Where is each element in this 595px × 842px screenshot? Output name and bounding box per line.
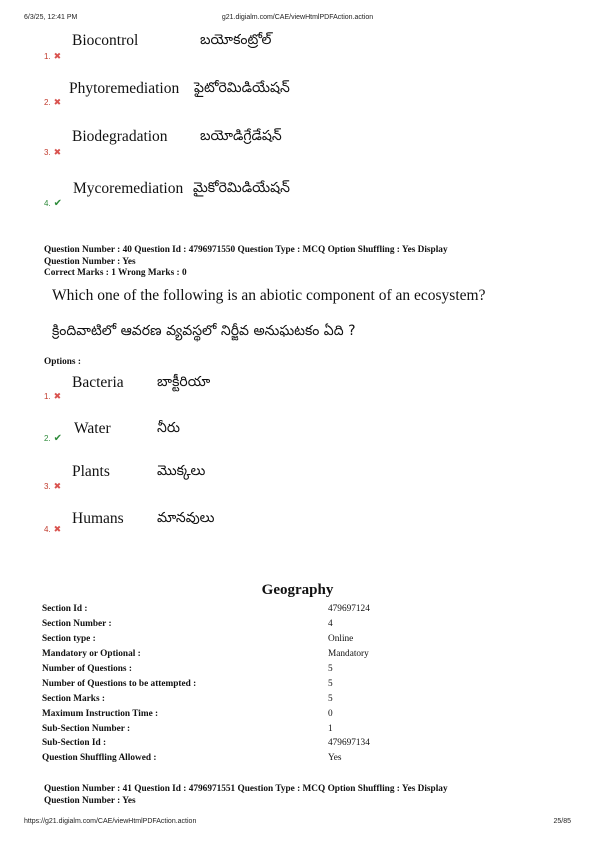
option-text-te: ఫైటోరెమిడియేషన్ bbox=[194, 80, 290, 96]
check-mark-icon: ✔ bbox=[53, 198, 63, 209]
option-row bbox=[44, 374, 544, 414]
table-row: Maximum Instruction Time : 0 bbox=[42, 708, 333, 719]
cross-mark-icon: ✖ bbox=[53, 481, 62, 491]
option-row bbox=[44, 420, 544, 460]
option-text-en: Plants bbox=[72, 463, 110, 480]
option-row bbox=[44, 80, 544, 120]
option-number: 1. ✖ bbox=[44, 51, 62, 61]
table-row: Section type : Online bbox=[42, 634, 354, 645]
table-row: Section Number : 4 bbox=[42, 619, 333, 630]
table-row: Section Id : 479697124 bbox=[42, 604, 370, 615]
cross-mark-icon: ✖ bbox=[53, 51, 62, 61]
options-label: Options : bbox=[44, 357, 81, 367]
option-text-en: Biocontrol bbox=[72, 32, 139, 49]
cross-mark-icon: ✖ bbox=[53, 147, 62, 157]
table-row: Sub-Section Number : 1 bbox=[42, 723, 333, 734]
option-number: 2. ✖ bbox=[44, 97, 62, 107]
footer-url[interactable]: https://g21.digialm.com/CAE/viewHtmlPDFAction.action bbox=[24, 818, 197, 825]
option-row bbox=[44, 32, 544, 72]
table-row: Number of Questions : 5 bbox=[42, 664, 333, 674]
cross-mark-icon: ✖ bbox=[53, 524, 62, 534]
option-number: 3. ✖ bbox=[44, 147, 62, 157]
option-text-te: నీరు bbox=[157, 420, 180, 436]
print-datetime: 6/3/25, 12:41 PM bbox=[24, 14, 78, 21]
check-mark-icon: ✔ bbox=[53, 433, 63, 444]
option-text-en: Mycoremediation bbox=[73, 180, 184, 197]
cross-mark-icon: ✖ bbox=[53, 97, 62, 107]
print-title: g21.digialm.com/CAE/viewHtmlPDFAction.action bbox=[221, 14, 374, 21]
option-text-en: Bacteria bbox=[72, 374, 124, 391]
question-meta: Question Number : 40 Question Id : 4796971550 Question Type : MCQ Option Shuffling : Yes Display Question Number : Yes Correct Marks : 1 Wrong Marks : 0 bbox=[44, 245, 448, 278]
option-text-en: Biodegradation bbox=[72, 128, 168, 145]
table-row: Sub-Section Id : 479697134 bbox=[42, 738, 370, 749]
option-text-te: మొక్కలు bbox=[157, 463, 206, 479]
section-info-table bbox=[42, 602, 370, 766]
table-row: Question Shuffling Allowed : Yes bbox=[42, 753, 342, 764]
option-text-te: మైకోరెమిడియేషన్ bbox=[193, 180, 290, 196]
option-text-en: Humans bbox=[72, 510, 124, 527]
option-text-en: Phytoremediation bbox=[69, 80, 180, 97]
option-number: 3. ✖ bbox=[44, 481, 62, 491]
table-row: Mandatory or Optional : Mandatory bbox=[42, 649, 369, 660]
option-text-te: మానవులు bbox=[157, 510, 215, 526]
option-row bbox=[44, 128, 544, 168]
page-number: 25/85 bbox=[553, 818, 571, 825]
section-title: Geography bbox=[261, 582, 334, 598]
question-text-en: Which one of the following is an abiotic component of an ecosystem? bbox=[52, 287, 486, 304]
option-text-te: బయోకంట్రోల్ bbox=[200, 32, 272, 48]
option-text-te: బాక్టీరియా bbox=[157, 374, 211, 390]
option-row bbox=[44, 510, 544, 550]
question-text-te: క్రిందివాటిలో ఆవరణ వ్యవస్థలో నిర్జీవ అనుఘటకం ఏది ? bbox=[52, 323, 356, 339]
table-row: Number of Questions to be attempted : 5 bbox=[42, 678, 333, 689]
option-text-en: Water bbox=[74, 420, 111, 437]
option-row bbox=[44, 463, 544, 503]
option-number: 4. ✔ bbox=[44, 198, 63, 209]
question-meta: Question Number : 41 Question Id : 4796971551 Question Type : MCQ Option Shuffling : Yes Display Question Number : Yes bbox=[44, 784, 448, 806]
option-number: 2. ✔ bbox=[44, 433, 63, 444]
option-text-te: బయోడిగ్రేడేషన్ bbox=[200, 128, 282, 144]
option-number: 4. ✖ bbox=[44, 524, 62, 534]
table-row: Section Marks : 5 bbox=[42, 693, 333, 704]
cross-mark-icon: ✖ bbox=[53, 391, 62, 401]
option-row bbox=[44, 180, 544, 220]
option-number: 1. ✖ bbox=[44, 391, 62, 401]
